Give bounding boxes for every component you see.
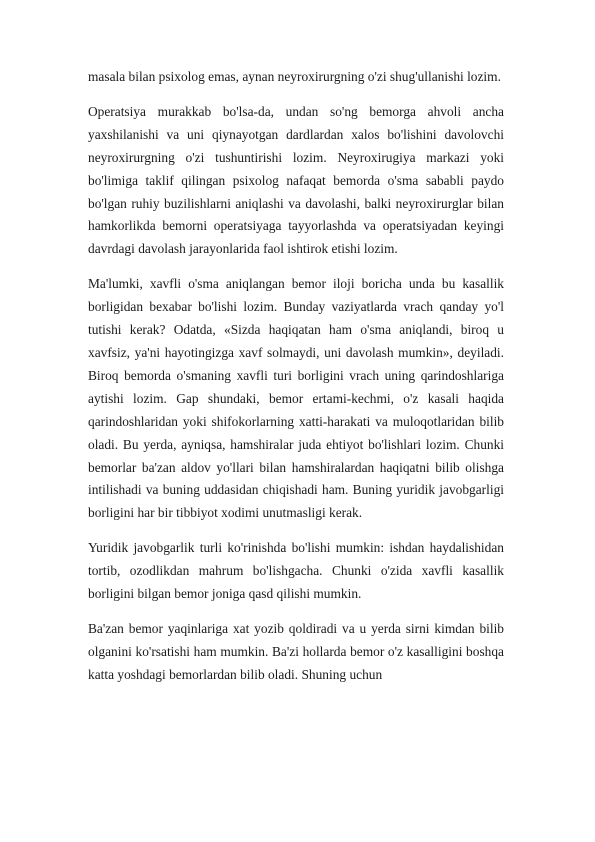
document-body (88, 66, 504, 699)
paragraph-1: masala bilan psixolog emas, aynan neyroxirurgning o'zi shug'ullanishi lozim. (88, 69, 501, 84)
paragraph-4: Yuridik javobgarlik turli ko'rinishda bo'lishi mumkin: ishdan haydalishidan tortib, ozodlikdan mahrum bo'lishgacha. Chunki o'zida xavfli kasallik borligini bilgan bemor joniga qasd qilishi mumkin. (88, 540, 504, 602)
paragraph-5: Ba'zan bemor yaqinlariga xat yozib qoldiradi va u yerda sirni kimdan bilib olganini ko'rsatishi ham mumkin. Ba'zi hollarda bemor o'z kasalligini boshqa katta yoshdagi bemorlardan bilib oladi. Shuning uchun (88, 620, 504, 682)
paragraph-3: Ma'lumki, xavfli o'sma aniqlangan bemor iloji boricha unda bu kasallik borligidan bexabar bo'lishi lozim. Bunday vaziyatlarda vrach qanday yo'l tutishi kerak? Odatda, «Sizda haqiqatan ham o'sma aniqlandi, biroq u xavfsiz, ya'ni hayotingizga xavf solmaydi, uni davolash mumkin», deyiladi. Biroq bemorda o'smaning xavfli turi borligini vrach uning qarindoshlariga aytishi lozim. Gap shundaki, bemor ertami-kechmi, o'z kasali haqida qarindoshlaridan yoki shifokorlarning xatti-harakati va muloqotlaridan bilib oladi. Bu yerda, ayniqsa, hamshiralar juda ehtiyot bo'lishlari lozim. Chunki bemorlar ba'zan aldov yo'llari bilan hamshiralardan haqiqatni bilib olishga intilishadi va buning uddasidan chiqishadi ham. Buning yuridik javobgarligi borligini har bir tibbiyot xodimi unutmasligi kerak. (88, 276, 504, 521)
paragraph-2: Operatsiya murakkab bo'lsa-da, undan so'ng bemorga ahvoli ancha yaxshilanishi va uni qiynayotgan dardlardan xalos bo'lishini davolovchi neyroxirurgning o'zi tushuntirishi lozim. Neyroxirugiya markazi yoki bo'limiga taklif qilingan psixolog nafaqat bemorda o'sma sababli paydo bo'lgan ruhiy buzilishlarni aniqlashi va davolashi, balki neyroxirurglar bilan hamkorlikda bemorni operatsiyaga tayyorlashda va operatsiyadan keyingi davrdagi davolash jarayonlarida faol ishtirok etishi lozim. (88, 103, 504, 257)
